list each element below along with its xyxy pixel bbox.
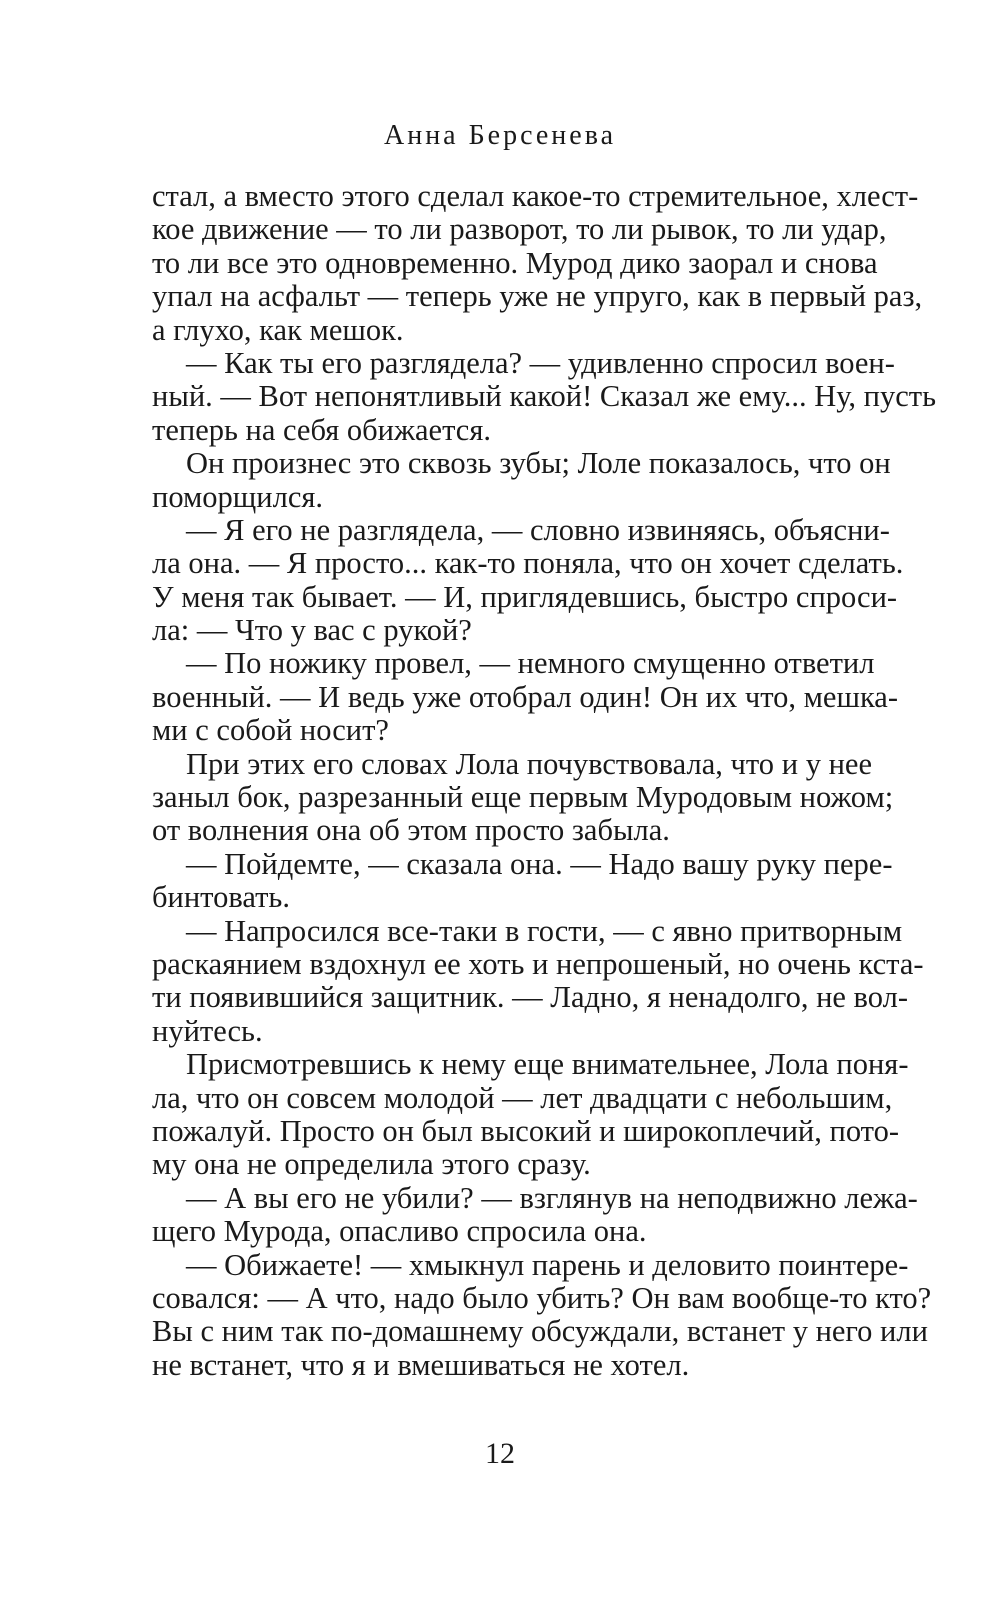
paragraph: [152, 1247, 932, 1383]
paragraph: [152, 846, 893, 915]
text-line: — Я его не разглядела, — словно извиняясь, объясни-: [186, 512, 890, 547]
paragraph: [152, 345, 937, 447]
text-line: ти появившийся защитник. — Ладно, я ненадолго, не вол-: [152, 980, 908, 1015]
text-line: поморщился.: [152, 479, 324, 514]
text-line: ми с собой носит?: [152, 713, 389, 748]
page-number: 12: [485, 1437, 515, 1470]
text-line: — Напросился все-таки в гости, — с явно притворным: [186, 913, 903, 948]
text-line: бинтовать.: [152, 880, 290, 915]
text-line: упал на асфальт — теперь уже не упруго, как в первый раз,: [152, 279, 923, 314]
text-line: не встанет, что я и вмешиваться не хотел.: [152, 1347, 690, 1382]
text-line: ла, что он совсем молодой — лет двадцати с небольшим,: [152, 1080, 893, 1115]
text-line: — Пойдемте, — сказала она. — Надо вашу руку пере-: [186, 846, 893, 881]
text-line: — Обижаете! — хмыкнул парень и деловито поинтере-: [186, 1247, 909, 1282]
text-line: У меня так бывает. — И, приглядевшись, быстро спроси-: [152, 579, 898, 614]
text-line: от волнения она об этом просто забыла.: [152, 813, 670, 848]
text-line: — Как ты его разглядела? — удивленно спросил воен-: [186, 345, 895, 380]
text-line: — А вы его не убили? — взглянув на неподвижно лежа-: [186, 1180, 918, 1215]
text-line: Он произнес это сквозь зубы; Лоле показалось, что он: [186, 446, 891, 481]
text-line: Вы с ним так по-домашнему обсуждали, встанет у него или: [152, 1314, 928, 1349]
paragraph: [152, 446, 891, 514]
text-line: пожалуй. Просто он был высокий и широкоплечий, пото-: [152, 1113, 900, 1148]
text-line: При этих его словах Лола почувствовала, что и у нее: [186, 746, 872, 781]
text-line: заныл бок, разрезанный еще первым Муродовым ножом;: [152, 780, 894, 815]
text-line: теперь на себя обижается.: [152, 412, 491, 447]
paragraph: [152, 1047, 909, 1182]
text-line: му она не определила этого сразу.: [152, 1147, 591, 1182]
text-line: стал, а вместо этого сделал какое-то стремительное, хлест-: [152, 179, 919, 213]
text-line: ный. — Вот непонятливый какой! Сказал же ему... Ну, пусть: [152, 379, 937, 414]
text-line: ла: — Что у вас с рукой?: [152, 613, 472, 648]
body-text: [152, 179, 937, 1382]
text-line: совался: — А что, надо было убить? Он вам вообще-то кто?: [152, 1280, 932, 1315]
running-head: Анна Берсенева: [383, 120, 616, 151]
text-line: Присмотревшись к нему еще внимательнее, Лола поня-: [186, 1047, 909, 1082]
paragraph: [152, 512, 904, 648]
text-line: ла она. — Я просто... как-то поняла, что он хочет сделать.: [152, 546, 904, 581]
text-line: — По ножику провел, — немного смущенно ответил: [186, 646, 875, 681]
paragraph: [152, 1180, 918, 1249]
paragraph: [152, 913, 924, 1049]
text-line: нуйтесь.: [152, 1013, 263, 1048]
text-line: а глухо, как мешок.: [152, 312, 404, 347]
text-line: кое движение — то ли разворот, то ли рывок, то ли удар,: [152, 212, 887, 247]
paragraph: [152, 746, 894, 848]
text-line: раскаянием вздохнул ее хоть и непрошеный, но очень кста-: [152, 946, 924, 981]
paragraph: [152, 179, 923, 347]
text-line: то ли все это одновременно. Мурод дико заорал и снова: [152, 245, 878, 280]
paragraph: [152, 646, 898, 748]
text-line: щего Мурода, опасливо спросила она.: [152, 1214, 647, 1249]
text-line: военный. — И ведь уже отобрал один! Он их что, мешка-: [152, 679, 898, 714]
